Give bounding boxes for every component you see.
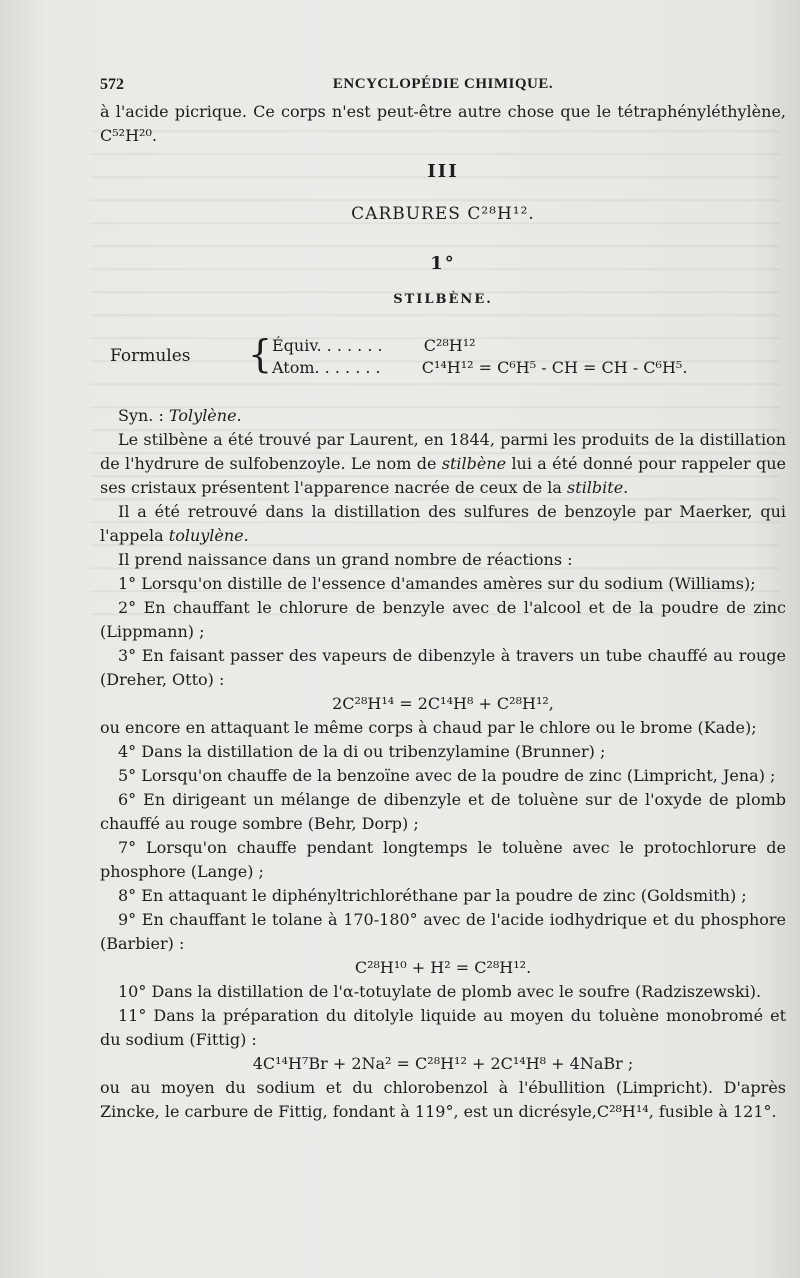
section-number: III: [427, 161, 459, 182]
reaction-8: 8° En attaquant le diphényltrichloréthane par la poudre de zinc (Goldsmith) ;: [118, 886, 747, 905]
maerker-term: toluylène.: [168, 526, 249, 545]
subsection-number: 1°: [430, 253, 456, 274]
laurent-text-c: lui a été donné pour rappeler que ses cristaux présentent l'apparence nacrée de ceux de la: [100, 454, 786, 497]
page-number: 572: [100, 76, 124, 93]
formula-block: [100, 332, 786, 380]
synonym-prefix: Syn. :: [118, 406, 164, 425]
formula-equiv-label: Équiv. . . . . . .: [272, 336, 383, 355]
maerker-text: Il a été retrouvé dans la distillation des sulfures de benzoyle par Maerker, qui l'appela: [100, 502, 786, 545]
running-title: ENCYCLOPÉDIE CHIMIQUE.: [332, 76, 554, 92]
formula-label: Formules: [110, 346, 191, 366]
laurent-text-a: Le stilbène a été trouvé par Laurent, en 1844, parmi les produits de la distillation de l'hydrure de sulfobenzoyle. Le nom de: [100, 430, 786, 473]
formula-brace: {: [248, 332, 273, 376]
subsection-title: STILBÈNE.: [393, 292, 493, 307]
laurent-term-stilbene: stilbène: [441, 454, 507, 473]
formula-atom-label: Atom. . . . . . .: [272, 358, 381, 377]
laurent-term-stilbite: stilbite.: [567, 478, 629, 497]
formula-atom-value: C¹⁴H¹² = C⁶H⁵ - CH = CH - C⁶H⁵.: [421, 358, 688, 377]
equation-2: C²⁸H¹⁰ + H² = C²⁸H¹².: [354, 958, 532, 977]
reaction-11: 11° Dans la préparation du ditolyle liquide au moyen du toluène monobromé et du sodium (Fittig) :: [100, 1006, 786, 1049]
main-body: [100, 404, 786, 1124]
page-header: [100, 76, 786, 100]
subsection-number-block: [100, 252, 786, 276]
reaction-9: 9° En chauffant le tolane à 170-180° avec de l'acide iodhydrique et du phosphore (Barbier) :: [100, 910, 786, 953]
reaction-3-continued: ou encore en attaquant le même corps à chaud par le chlore ou le brome (Kade);: [100, 718, 757, 737]
synonym-value: Tolylène.: [168, 406, 242, 425]
intro-block: [100, 100, 786, 148]
reaction-3: 3° En faisant passer des vapeurs de dibenzyle à travers un tube chauffé au rouge (Dreher, Otto) :: [100, 646, 786, 689]
reaction-1: 1° Lorsqu'on distille de l'essence d'amandes amères sur du sodium (Williams);: [118, 574, 756, 593]
equation-1: 2C²⁸H¹⁴ = 2C¹⁴H⁸ + C²⁸H¹²,: [332, 694, 554, 713]
formula-atom-line: [272, 356, 687, 380]
formula-equiv-line: [272, 334, 476, 358]
reaction-2: 2° En chauffant le chlorure de benzyle avec de l'alcool et de la poudre de zinc (Lippmann) ;: [100, 598, 786, 641]
subsection-title-block: [100, 286, 786, 312]
formula-equiv-value: C²⁸H¹²: [423, 336, 476, 355]
final-paragraph: ou au moyen du sodium et du chlorobenzol à l'ébullition (Limpricht). D'après Zincke, le carbure de Fittig, fondant à 119°, est un dicrésyle,C²⁸H¹⁴, fusible à 121°.: [100, 1078, 786, 1121]
reaction-5: 5° Lorsqu'on chauffe de la benzoïne avec de la poudre de zinc (Limpricht, Jena) ;: [118, 766, 776, 785]
paragraph-laurent: [100, 428, 786, 500]
reaction-10: 10° Dans la distillation de l'α-totuylate de plomb avec le soufre (Radziszewski).: [118, 982, 762, 1001]
reactions-intro: Il prend naissance dans un grand nombre de réactions :: [118, 550, 573, 569]
section-title: CARBURES C²⁸H¹².: [351, 204, 535, 224]
paragraph-maerker: [100, 500, 786, 548]
section-heading: [100, 202, 786, 226]
section-heading-number: [100, 160, 786, 184]
equation-3: 4C¹⁴H⁷Br + 2Na² = C²⁸H¹² + 2C¹⁴H⁸ + 4NaBr ;: [252, 1054, 634, 1073]
reaction-4: 4° Dans la distillation de la di ou tribenzylamine (Brunner) ;: [118, 742, 606, 761]
intro-paragraph: à l'acide picrique. Ce corps n'est peut-être autre chose que le tétraphényléthylène, C⁵²H²⁰.: [100, 102, 786, 145]
synonym-line: [100, 404, 786, 428]
reaction-6: 6° En dirigeant un mélange de dibenzyle et de toluène sur de l'oxyde de plomb chauffé au rouge sombre (Behr, Dorp) ;: [100, 790, 786, 833]
reaction-7: 7° Lorsqu'on chauffe pendant longtemps le toluène avec le protochlorure de phosphore (Lange) ;: [100, 838, 786, 881]
